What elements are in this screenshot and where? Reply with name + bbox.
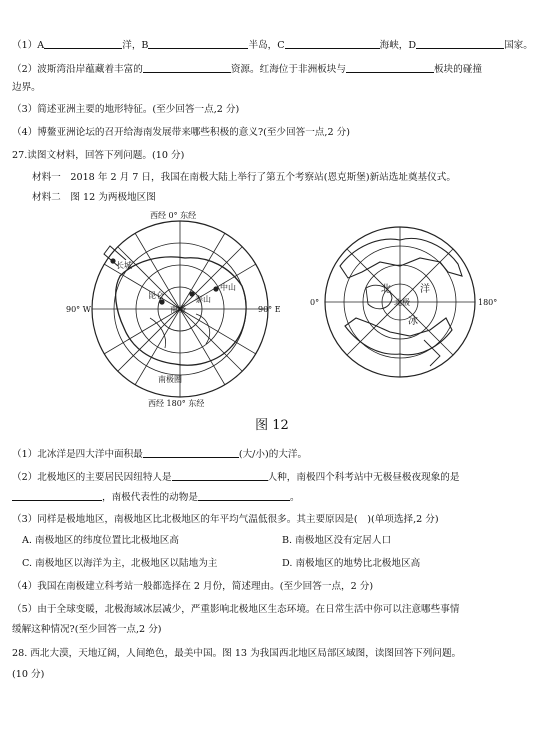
antarctic-circle-label: 南极圈 — [158, 375, 182, 384]
q1-text-e: 国家。 — [504, 40, 533, 51]
figure-caption: 图 12 — [255, 418, 289, 433]
polar-maps-figure — [0, 206, 544, 410]
option-d[interactable]: D. 南极地区的地势比北极地区高 — [282, 558, 421, 569]
station-label-kunlun: 昆仑 — [148, 291, 164, 300]
q27-title: 27.读图文材料，回答下列问题。(10 分) — [12, 150, 185, 161]
ocean-label-ice: 冰 — [408, 316, 418, 327]
station-taishan — [190, 292, 194, 296]
ocean-label-ocean: 洋 — [420, 284, 430, 295]
station-label-taishan: 泰山 — [195, 295, 211, 304]
q27-sub-1 — [12, 447, 307, 462]
option-c[interactable]: C. 南极地区以海洋为主，北极地区以陆地为主 — [22, 558, 218, 569]
s2-text-b: 人种，南极四个科考站中无极昼极夜现象的是 — [267, 472, 460, 483]
left-map-east-label: 90° E — [258, 305, 281, 314]
answer-blank[interactable] — [285, 38, 380, 49]
right-map-center-label: 北极 — [394, 298, 410, 307]
question-2-cont: 边界。 — [12, 82, 41, 93]
q2-text-a: （2）波斯湾沿岸蕴藏着丰富的 — [12, 64, 143, 75]
s2-text-c: ，南极代表性的动物是 — [102, 492, 198, 503]
question-1 — [12, 38, 533, 53]
question-4: （4）博鳌亚洲论坛的召开给海南发展带来哪些积极的意义?(至少回答一点,2 分) — [12, 127, 350, 138]
right-map-west-label: 0° — [310, 298, 320, 307]
answer-blank[interactable] — [143, 62, 231, 73]
answer-blank[interactable] — [416, 38, 504, 49]
q28-line-2: (10 分) — [12, 669, 45, 680]
left-map-top-label: 西经 0° 东经 — [150, 211, 197, 220]
answer-blank[interactable] — [143, 447, 239, 458]
s1-text-b: (大/小)的大洋。 — [238, 449, 308, 460]
q1-text-d: 海峡，D — [379, 40, 417, 51]
s2-text-d: 。 — [289, 492, 300, 503]
q27-sub-4: （4）我国在南极建立科考站一般都选择在 2 月份，简述理由。(至少回答一点，2 分) — [12, 581, 374, 592]
q27-sub-5-cont: 缓解这种情况?(至少回答一点,2 分) — [12, 624, 162, 635]
answer-blank[interactable] — [198, 490, 290, 501]
answer-blank[interactable] — [148, 38, 248, 49]
left-map-west-label: 90° W — [66, 305, 91, 314]
station-label-changcheng: 长城 — [116, 261, 132, 270]
s1-text-a: （1）北冰洋是四大洋中面积最 — [12, 449, 143, 460]
station-zhongshan — [214, 287, 218, 291]
question-2 — [12, 62, 482, 77]
q27-sub-2-cont — [12, 490, 300, 505]
station-label-zhongshan: 中山 — [220, 283, 236, 292]
right-map-east-label: 180° — [478, 298, 498, 307]
station-changcheng — [111, 259, 115, 263]
q1-prefix: （1）A — [12, 40, 45, 51]
q2-text-b: 资源。红海位于非洲板块与 — [230, 64, 346, 75]
station-kunlun — [160, 300, 164, 304]
option-a[interactable]: A. 南极地区的纬度位置比北极地区高 — [22, 535, 179, 546]
q27-sub-3: （3）同样是极地地区，南极地区比北极地区的年平均气温低很多。其主要原因是( )(单项选择,2 分) — [12, 514, 439, 525]
q1-text-c: 半岛，C — [248, 40, 285, 51]
answer-blank[interactable] — [44, 38, 122, 49]
left-map-center-label: 南极 — [170, 305, 186, 314]
answer-blank[interactable] — [12, 490, 102, 501]
ocean-label-north: 北 — [381, 284, 391, 295]
answer-blank[interactable] — [346, 62, 434, 73]
q28-line-1: 28. 西北大漠，天地辽阔，人间绝色，最美中国。图 13 为我国西北地区局部区域图，读图回答下列问题。 — [12, 648, 462, 659]
option-b[interactable]: B. 南极地区没有定居人口 — [282, 535, 392, 546]
q27-material-1: 材料一 2018 年 2 月 7 日，我国在南极大陆上举行了第五个考察站(恩克斯堡)新站选址奠基仪式。 — [32, 172, 456, 183]
answer-blank[interactable] — [172, 470, 268, 481]
q27-material-2: 材料二 图 12 为两极地区图 — [32, 192, 156, 203]
q27-sub-5: （5）由于全球变暖，北极海域冰层减少，严重影响北极地区生态环境。在日常生活中你可以注意哪些事情 — [12, 604, 460, 615]
q2-text-c: 板块的碰撞 — [433, 64, 482, 75]
s2-text-a: （2）北极地区的主要居民因纽特人是 — [12, 472, 172, 483]
question-3: （3）简述亚洲主要的地形特征。(至少回答一点,2 分) — [12, 104, 240, 115]
left-map-bottom-label: 西经 180° 东经 — [148, 399, 205, 408]
q27-sub-2 — [12, 470, 459, 485]
q1-text-b: 洋，B — [122, 40, 149, 51]
